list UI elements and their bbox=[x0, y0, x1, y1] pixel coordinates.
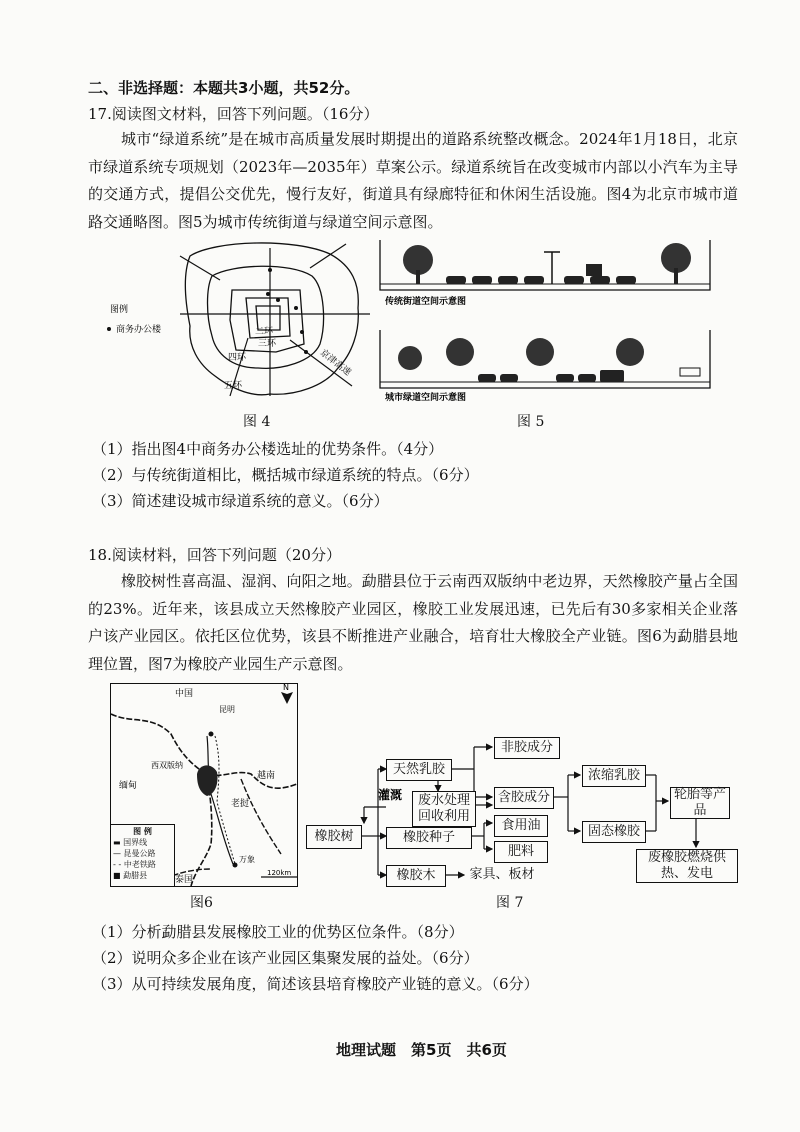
kunming-label: 昆明 bbox=[219, 705, 235, 714]
box-natural-latex: 天然乳胶 bbox=[386, 759, 452, 781]
box-tire: 轮胎等产品 bbox=[670, 787, 730, 819]
fig6-caption: 图6 bbox=[190, 895, 213, 911]
fig4-caption: 图 4 bbox=[243, 414, 271, 430]
traditional-street-label: 传统街道空间示意图 bbox=[385, 297, 467, 307]
tree-icon bbox=[398, 346, 422, 370]
thailand-label: 泰国 bbox=[175, 875, 194, 885]
north-label: N bbox=[283, 683, 289, 692]
legend-item: - - 中老铁路 bbox=[113, 860, 156, 869]
fig6-legend bbox=[111, 824, 175, 886]
box-waste-rubber: 废橡胶燃烧供热、发电 bbox=[636, 849, 738, 883]
ring2-label: 二环 bbox=[255, 327, 274, 337]
section-header: 二、非选择题：本题共3小题，共52分。 bbox=[88, 79, 360, 97]
q18-paragraph: 橡胶树性喜高温、湿润、向阳之地。勐腊县位于云南西双版纳中老边界，天然橡胶产量占全国的23%。近年来，该县成立天然橡胶产业园区，橡胶工业发展迅速，已先后有30多家相关企业落户该产业园区。依托区位优势，该县不断推进产业融合，培育壮大橡胶全产业链。图6为勐腊县地理位置，图7为橡胶产业园生产示意图。 bbox=[88, 572, 738, 673]
q17-title: 17.阅读图文材料，回答下列问题。（16分） bbox=[88, 105, 379, 123]
office-dot bbox=[266, 292, 270, 296]
office-dot bbox=[294, 306, 298, 310]
q17-question-3: （3）简述建设城市绿道系统的意义。（6分） bbox=[92, 492, 389, 510]
vientiane-label: 万象 bbox=[239, 855, 255, 864]
greenway-street-label: 城市绿道空间示意图 bbox=[385, 393, 467, 403]
vientiane-dot bbox=[233, 863, 238, 868]
box-solid-rubber: 固态橡胶 bbox=[582, 821, 646, 843]
street-sections bbox=[380, 240, 710, 410]
legend-item: ■ 勐腊县 bbox=[113, 871, 148, 880]
box-edible-oil: 食用油 bbox=[494, 815, 548, 837]
q17-paragraph: 城市“绿道系统”是在城市高质量发展时期提出的道路系统整改概念。2024年1月18日，北京市绿道系统专项规划（2023年—2035年）草案公示。绿道系统旨在改变城市内部以小汽车为主导的交通方式，提倡公交优先，慢行友好，街道具有绿廊特征和休闲生活设施。图4为北京市城市道路交通略图。图5为城市传统街道与绿道空间示意图。 bbox=[88, 130, 738, 231]
fig6-legend-title: 图 例 bbox=[133, 827, 152, 836]
mengla-county-area bbox=[197, 765, 218, 796]
tree-icon bbox=[526, 338, 554, 366]
fig7-diagram bbox=[306, 735, 746, 895]
box-rubber-content: 含胶成分 bbox=[494, 787, 554, 809]
tree-icon bbox=[616, 338, 644, 366]
fig6-map bbox=[110, 683, 298, 887]
ring5-label: 五环 bbox=[224, 381, 243, 391]
q18-question-2: （2）说明众多企业在该产业园区集聚发展的益处。（6分） bbox=[92, 949, 479, 967]
q17-question-1: （1）指出图4中商务办公楼选址的优势条件。（4分） bbox=[92, 440, 444, 458]
vietnam-label: 越南 bbox=[257, 771, 276, 781]
box-rubber-seed: 橡胶种子 bbox=[386, 827, 472, 849]
q17-question-2: （2）与传统街道相比，概括城市绿道系统的特点。（6分） bbox=[92, 466, 479, 484]
scale-label: 120km bbox=[267, 869, 292, 877]
office-dot bbox=[268, 268, 272, 272]
jingjin-highway-label: 京津高速 bbox=[317, 348, 353, 379]
myanmar-label: 缅甸 bbox=[119, 781, 138, 791]
box-rubber-tree: 橡胶树 bbox=[306, 825, 362, 849]
tree-icon bbox=[446, 338, 474, 366]
legend-item: ▬ 国界线 bbox=[113, 838, 148, 847]
q18-title: 18.阅读材料，回答下列问题（20分） bbox=[88, 546, 341, 564]
legend-office-dot bbox=[107, 327, 111, 331]
fig5-diagram bbox=[380, 240, 710, 410]
legend-item: — 昆曼公路 bbox=[113, 849, 156, 858]
beijing-road-map bbox=[110, 236, 380, 406]
q18-question-3: （3）从可持续发展角度，简述该县培育橡胶产业链的意义。（6分） bbox=[92, 975, 539, 993]
north-arrow-icon bbox=[281, 692, 293, 704]
irrigation-label: 灌溉 bbox=[378, 788, 403, 802]
box-rubber-wood: 橡胶木 bbox=[386, 865, 446, 887]
canopy-icon bbox=[680, 368, 700, 376]
box-wastewater: 废水处理回收利用 bbox=[412, 791, 476, 827]
q18-question-1: （1）分析勐腊县发展橡胶工业的优势区位条件。（8分） bbox=[92, 923, 464, 941]
car-row bbox=[446, 276, 636, 284]
box-furniture: 家具、板材 bbox=[466, 865, 538, 885]
ring3-label: 三环 bbox=[258, 339, 277, 349]
page-footer: 地理试题 第5页 共6页 bbox=[336, 1041, 507, 1059]
china-label: 中国 bbox=[175, 689, 194, 699]
fig7-caption: 图 7 bbox=[496, 895, 524, 911]
fig5-caption: 图 5 bbox=[517, 414, 545, 430]
kunming-dot bbox=[209, 732, 214, 737]
fig4-map bbox=[110, 236, 380, 406]
box-non-rubber: 非胶成分 bbox=[494, 737, 560, 759]
office-dot bbox=[304, 350, 308, 354]
box-fertilizer: 肥料 bbox=[494, 841, 548, 863]
fig4-legend-item: 商务办公楼 bbox=[116, 325, 162, 335]
car-row bbox=[478, 370, 624, 382]
box-concentrated-latex: 浓缩乳胶 bbox=[582, 765, 646, 787]
office-dot bbox=[276, 298, 280, 302]
bus-icon bbox=[586, 264, 602, 276]
laos-label: 老挝 bbox=[231, 799, 250, 809]
office-dot bbox=[300, 330, 304, 334]
ring4-label: 四环 bbox=[228, 353, 247, 363]
fig4-legend-title: 图例 bbox=[110, 305, 129, 315]
xishuangbanna-label: 西双版纳 bbox=[151, 761, 183, 770]
